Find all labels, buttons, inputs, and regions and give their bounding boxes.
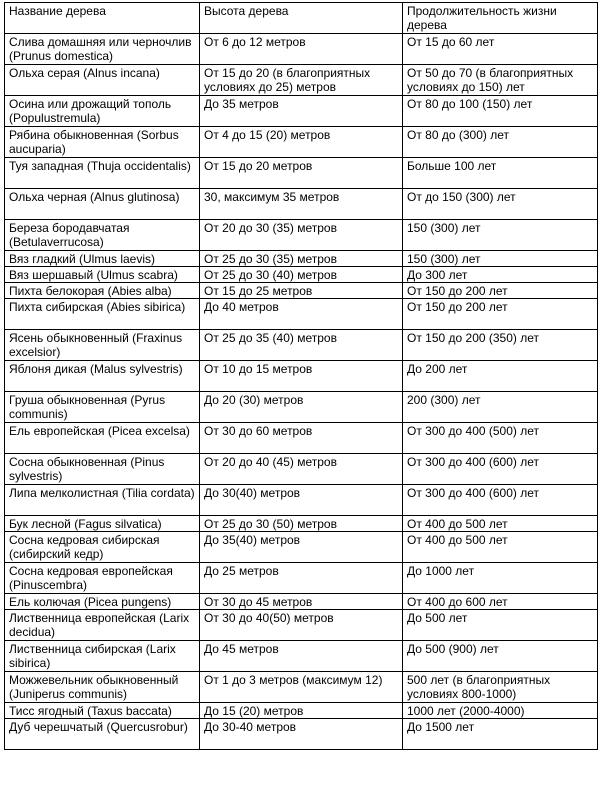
cell-tree-height: От 20 до 40 (45) метров [200,454,403,485]
cell-tree-name: Дуб черешчатый (Quercusrobur) [5,719,200,750]
cell-tree-height: До 40 метров [200,299,403,330]
table-row [5,532,598,563]
cell-lifespan: До 300 лет [403,267,598,283]
cell-lifespan: От 15 до 60 лет [403,34,598,65]
cell-tree-height: От 20 до 30 (35) метров [200,220,403,251]
cell-tree-height: От 30 до 45 метров [200,594,403,610]
cell-lifespan: От 150 до 200 (350) лет [403,330,598,361]
cell-lifespan: 150 (300) лет [403,251,598,267]
cell-tree-height: До 45 метров [200,641,403,672]
cell-lifespan: 200 (300) лет [403,392,598,423]
cell-tree-height: От 25 до 30 (35) метров [200,251,403,267]
table-row [5,516,598,532]
table-row [5,220,598,251]
cell-tree-height: От 15 до 20 (в благоприятных условиях до 25) метров [200,65,403,96]
cell-tree-height: От 15 до 20 метров [200,158,403,189]
cell-tree-name: Береза бородавчатая (Betulaverrucosa) [5,220,200,251]
cell-tree-name: Сосна кедровая сибирская (сибирский кедр) [5,532,200,563]
table-row [5,703,598,719]
cell-lifespan: От 400 до 500 лет [403,532,598,563]
table-row [5,267,598,283]
cell-tree-name: Тисс ягодный (Taxus baccata) [5,703,200,719]
cell-lifespan: От 150 до 200 лет [403,283,598,299]
cell-lifespan: От 300 до 400 (600) лет [403,485,598,516]
cell-tree-height: От 25 до 30 (40) метров [200,267,403,283]
cell-lifespan: От 80 до 100 (150) лет [403,96,598,127]
cell-lifespan: 500 лет (в благоприятных условиях 800-1000) [403,672,598,703]
table-row [5,485,598,516]
table-row [5,299,598,330]
cell-tree-height: До 35(40) метров [200,532,403,563]
cell-tree-name: Бук лесной (Fagus silvatica) [5,516,200,532]
cell-tree-height: До 35 метров [200,96,403,127]
cell-tree-height: До 20 (30) метров [200,392,403,423]
cell-lifespan: До 500 (900) лет [403,641,598,672]
cell-tree-name: Слива домашняя или черночлив (Prunus domestica) [5,34,200,65]
table-row [5,392,598,423]
table-row [5,610,598,641]
cell-lifespan: До 200 лет [403,361,598,392]
table-row [5,563,598,594]
cell-tree-name: Вяз шершавый (Ulmus scabra) [5,267,200,283]
cell-tree-name: Липа мелколистная (Tilia cordata) [5,485,200,516]
cell-lifespan: До 500 лет [403,610,598,641]
cell-tree-name: Можжевельник обыкновенный (Juniperus communis) [5,672,200,703]
cell-tree-height: От 15 до 25 метров [200,283,403,299]
header-tree-height: Высота дерева [200,3,403,34]
cell-tree-name: Лиственница европейская (Larix decidua) [5,610,200,641]
cell-lifespan: До 1500 лет [403,719,598,750]
table-row [5,361,598,392]
cell-tree-height: До 25 метров [200,563,403,594]
cell-tree-height: 30, максимум 35 метров [200,189,403,220]
cell-lifespan: От 300 до 400 (600) лет [403,454,598,485]
cell-lifespan: От 50 до 70 (в благоприятных условиях до 150) лет [403,65,598,96]
header-lifespan: Продолжительность жизни дерева [403,3,598,34]
cell-tree-height: До 15 (20) метров [200,703,403,719]
cell-tree-name: Ель европейская (Picea excelsa) [5,423,200,454]
cell-tree-name: Рябина обыкновенная (Sorbus aucuparia) [5,127,200,158]
table-row [5,594,598,610]
cell-tree-height: От 1 до 3 метров (максимум 12) [200,672,403,703]
cell-tree-name: Яблоня дикая (Malus sylvestris) [5,361,200,392]
cell-tree-name: Сосна обыкновенная (Pinus sylvestris) [5,454,200,485]
cell-lifespan: От 400 до 600 лет [403,594,598,610]
tree-lifespan-table [4,2,598,750]
table-row [5,127,598,158]
table-row [5,189,598,220]
cell-tree-height: До 30(40) метров [200,485,403,516]
cell-tree-height: От 10 до 15 метров [200,361,403,392]
cell-tree-name: Пихта сибирская (Abies sibirica) [5,299,200,330]
cell-tree-name: Сосна кедровая европейская (Pinuscembra) [5,563,200,594]
cell-lifespan: 150 (300) лет [403,220,598,251]
cell-lifespan: От 80 до (300) лет [403,127,598,158]
cell-tree-name: Ольха серая (Alnus incana) [5,65,200,96]
header-tree-name: Название дерева [5,3,200,34]
table-row [5,641,598,672]
cell-tree-name: Груша обыкновенная (Pyrus communis) [5,392,200,423]
cell-tree-height: От 25 до 35 (40) метров [200,330,403,361]
cell-lifespan: От 400 до 500 лет [403,516,598,532]
table-row [5,672,598,703]
cell-lifespan: 1000 лет (2000-4000) [403,703,598,719]
cell-tree-height: До 30-40 метров [200,719,403,750]
table-row [5,330,598,361]
cell-tree-height: От 30 до 60 метров [200,423,403,454]
cell-tree-height: От 4 до 15 (20) метров [200,127,403,158]
cell-tree-name: Лиственница сибирская (Larix sibirica) [5,641,200,672]
table-row [5,283,598,299]
tree-table-container [4,2,598,750]
cell-tree-height: От 30 до 40(50) метров [200,610,403,641]
table-row [5,251,598,267]
cell-tree-height: От 6 до 12 метров [200,34,403,65]
table-row [5,719,598,750]
cell-tree-name: Ясень обыкновенный (Fraxinus excelsior) [5,330,200,361]
table-row [5,34,598,65]
cell-tree-name: Ольха черная (Alnus glutinosa) [5,189,200,220]
table-row [5,158,598,189]
cell-tree-name: Ель колючая (Picea pungens) [5,594,200,610]
cell-tree-name: Осина или дрожащий тополь (Populustremula) [5,96,200,127]
cell-tree-name: Туя западная (Thuja occidentalis) [5,158,200,189]
table-row [5,454,598,485]
cell-tree-name: Пихта белокорая (Abies alba) [5,283,200,299]
cell-lifespan: Больше 100 лет [403,158,598,189]
cell-tree-name: Вяз гладкий (Ulmus laevis) [5,251,200,267]
cell-lifespan: От 300 до 400 (500) лет [403,423,598,454]
cell-lifespan: До 1000 лет [403,563,598,594]
table-row [5,65,598,96]
cell-lifespan: От 150 до 200 лет [403,299,598,330]
table-row [5,96,598,127]
cell-tree-height: От 25 до 30 (50) метров [200,516,403,532]
cell-lifespan: От до 150 (300) лет [403,189,598,220]
table-header-row [5,3,598,34]
table-row [5,423,598,454]
